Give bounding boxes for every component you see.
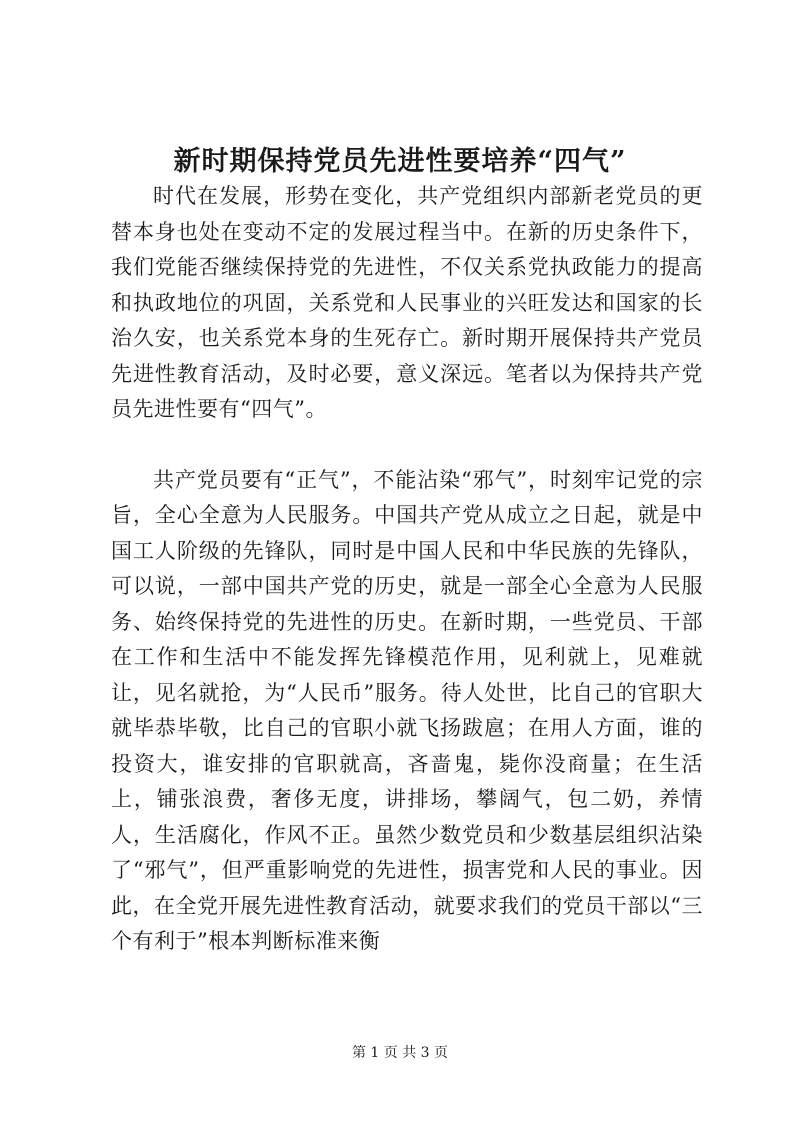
document-body [111, 179, 703, 960]
page-number-footer: 第 1 页 共 3 页 [351, 1045, 449, 1061]
paragraph-zhengqi: 共产党员要有“正气”，不能沾染“邪气”，时刻牢记党的宗旨，全心全意为人民服务。中国共产党从成立之日起，就是中国工人阶级的先锋队，同时是中国人民和中华民族的先锋队，可以说，一部中国共产党的历史，就是一部全心全意为人民服务、始终保持党的先进性的历史。在新时期，一些党员、干部在工作和生活中不能发挥先锋模范作用，见利就上，见难就让，见名就抢，为“人民币”服务。待人处世，比自己的官职大就毕恭毕敬，比自己的官职小就飞扬跋扈；在用人方面，谁的投资大，谁安排的官职就高，吝啬鬼，毙你没商量；在生活上，铺张浪费，奢侈无度，讲排场，攀阔气，包二奶，养情人，生活腐化，作风不正。虽然少数党员和少数基层组织沾染了“邪气”，但严重影响党的先进性，损害党和人民的事业。因此，在全党开展先进性教育活动，就要求我们的党员干部以“三个有利于”根本判断标准来衡 [111, 467, 703, 953]
document-title: 新时期保持党员先进性要培养“四气” [173, 146, 627, 177]
paragraph-intro: 时代在发展，形势在变化，共产党组织内部新老党员的更替本身也处在变动不定的发展过程当中。在新的历史条件下，我们党能否继续保持党的先进性，不仅关系党执政能力的提高和执政地位的巩固，关系党和人民事业的兴旺发达和国家的长治久安，也关系党本身的生死存亡。新时期开展保持共产党员先进性教育活动，及时必要，意义深远。笔者以为保持共产党员先进性要有“四气”。 [111, 184, 703, 421]
